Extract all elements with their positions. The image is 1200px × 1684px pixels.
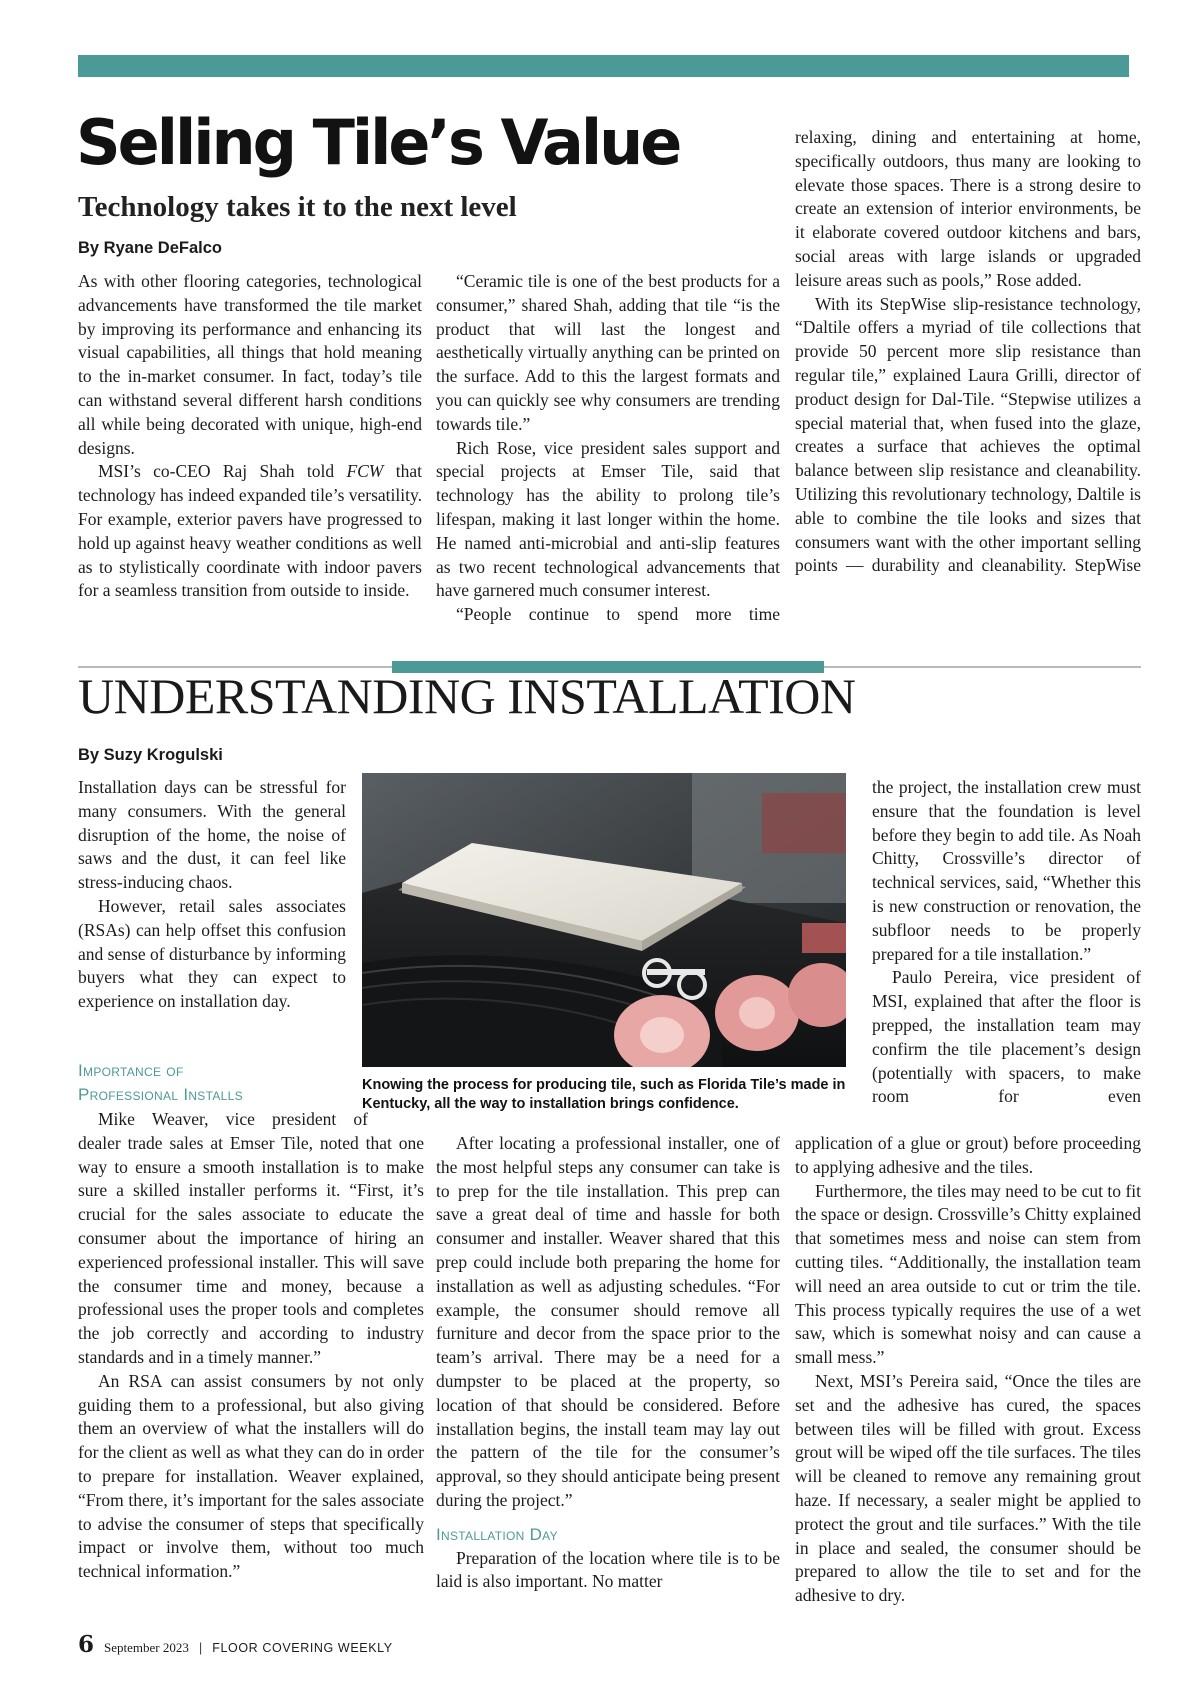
paragraph: “Ceramic tile is one of the best products for a consumer,” shared Shah, adding that tile “is the product that will last the longest and aesthetically virtually anything can be printed on the surface. Add to this the largest formats and you can quickly see why consumers are trending towards tile.”	[436, 271, 780, 434]
article2-column-1-bottom	[78, 1108, 424, 1584]
subheading-line: Professional Installs	[78, 1084, 243, 1104]
paragraph: relaxing, dining and entertaining at home, specifically outdoors, thus many are looking to elevate those spaces. There is a strong desire to create an extension of interior environments, be it elaborate covered outdoor kitchens and bars, social areas with large islands or upgraded leisure areas such as pools,” Rose added.	[795, 127, 1141, 290]
paragraph: Furthermore, the tiles may need to be cut to fit the space or design. Crossville’s Chitty explained that sometimes mess and noise can stem from cutting tiles. “Additionally, the installation team will need an area outside to cut or trim the tile. This process typically requires the use of a wet saw, which is somewhat noisy and can cause a small mess.”	[795, 1180, 1141, 1368]
article2-column-3-top	[872, 776, 1141, 1109]
paragraph: Preparation of the location where tile is to be laid is also important. No matter	[436, 1547, 780, 1592]
article-title: Selling Tile’s Value	[76, 106, 680, 179]
article1-column-3	[795, 126, 1141, 578]
subheading-line: Importance of	[78, 1061, 184, 1080]
photo-caption: Knowing the process for producing tile, such as Florida Tile’s made in Kentucky, all the way to installation brings confidence.	[362, 1077, 846, 1112]
section-byline: By Suzy Krogulski	[78, 746, 223, 764]
subheading-installation-day: Installation Day	[436, 1524, 558, 1544]
paragraph: MSI’s co-CEO Raj Shah told FCW that technology has indeed expanded tile’s versatility. For example, exterior pavers have progressed to hold up against heavy weather conditions as well as to stylistically coordinate with indoor pavers for a seamless transition from outside to inside.	[78, 461, 422, 601]
paragraph: dealer trade sales at Emser Tile, noted that one way to ensure a smooth installation is to make sure a skilled installer performs it. “First, it’s crucial for the sales associate to educate the consumer about the importance of hiring an experienced professional installer. This will save the consumer time and money, because a professional uses the proper tools and completes the job correctly and according to industry standards and in a timely manner.”	[78, 1132, 424, 1367]
article-byline: By Ryane DeFalco	[78, 239, 222, 257]
paragraph: the project, the installation crew must ensure that the foundation is level before they begin to add tile. As Noah Chitty, Crossville’s director of technical services, said, “Whether this is new construction or renovation, the subfloor needs to be properly prepared for a tile installation.”	[872, 777, 1141, 964]
article2-column-3-bottom	[795, 1132, 1141, 1608]
page-footer	[78, 1631, 393, 1657]
article1-column-1	[78, 270, 422, 603]
article2-column-2	[436, 1132, 780, 1594]
paragraph: Mike Weaver, vice president of	[98, 1109, 368, 1129]
paragraph: Next, MSI’s Pereira said, “Once the tiles are set and the adhesive has cured, the spaces between tiles will be filled with grout. Excess grout will be wiped off the tile surfaces. The tiles will be cleaned to remove any remaining grout haze. If necessary, a sealer might be applied to protect the grout and tile surfaces.” With the tile in place and sealed, the consumer should be prepared to allow the tile to set and for the adhesive to dry.	[795, 1370, 1141, 1606]
publication-name: FCW	[346, 461, 384, 482]
paragraph: application of a glue or grout) before proceeding to applying adhesive and the tiles.	[795, 1133, 1141, 1177]
paragraph: As with other flooring categories, technological advancements have transformed the tile market by improving its performance and enhancing its visual capabilities, all things that hold meaning to the in-market consumer. In fact, today’s tile can withstand several different harsh conditions all while being decorated with unique, high-end designs.	[78, 271, 422, 458]
footer-separator: |	[198, 1640, 203, 1655]
subheading-importance	[78, 1059, 346, 1107]
paragraph: An RSA can assist consumers by not only guiding them to a professional, but also giving them an overview of what the installers will do for the client as well as what they can do in order to prepare for installation. Weaver explained, “From there, it’s important for the sales associate to advise the consumer of steps that specifically impact or involve them, without too much technical information.”	[78, 1370, 424, 1582]
tile-production-photo	[362, 773, 846, 1067]
top-accent-bar	[78, 55, 1129, 77]
paragraph: With its StepWise slip-resistance technology, “Daltile offers a myriad of tile collections that provide 50 percent more slip resistance than regular tile,” explained Laura Grilli, director of product design for Dal-Tile. “Stepwise utilizes a special material that, when fused into the glaze, creates a surface that achieves the optimal balance between slip resistance and cleanability. Utilizing this revolutionary technology, Daltile is able to combine the tile looks and sizes that consumers want with the other important selling points — durability and cleanability. StepWise	[795, 293, 1141, 576]
publication-name: FLOOR COVERING WEEKLY	[212, 1641, 393, 1655]
paragraph: “People continue to spend more time	[456, 604, 780, 625]
section-title: UNDERSTANDING INSTALLATION	[78, 668, 856, 724]
paragraph: Paulo Pereira, vice president of MSI, explained that after the floor is prepped, the installation team may confirm the tile placement’s design (potentially with spacers, to make room for even	[872, 967, 1141, 1107]
paragraph: Rich Rose, vice president sales support and special projects at Emser Tile, said that technology has the ability to prolong tile’s lifespan, making it last longer within the home. He named anti-microbial and anti-slip features as two recent technological advancements that have garnered much consumer interest.	[436, 437, 780, 601]
paragraph: Installation days can be stressful for many consumers. With the general disruption of the home, the noise of saws and the dust, it can feel like stress-inducing chaos.	[78, 777, 346, 893]
article2-column-1-top	[78, 776, 346, 1014]
paragraph: After locating a professional installer, one of the most helpful steps any consumer can take is to prep for the tile installation. This prep can save a great deal of time and hassle for both consumer and installer. Weaver shared that this prep could include both preparing the home for installation as well as adjusting schedules. “For example, the consumer should remove all furniture and decor from the space prior to the team’s arrival. There may be a need for a dumpster to be placed at the property, so location of that should be considered. Before installation begins, the install team may lay out the pattern of the tile for the consumer’s approval, so they should anticipate being present during the project.”	[436, 1133, 780, 1510]
issue-date: September 2023	[104, 1640, 189, 1655]
paragraph: However, retail sales associates (RSAs) can help offset this confusion and sense of disturbance by informing buyers what they can expect to experience on installation day.	[78, 895, 346, 1012]
article-subtitle: Technology takes it to the next level	[78, 191, 517, 223]
article1-column-2	[436, 270, 780, 627]
page-number: 6	[78, 1631, 95, 1658]
tile-production-image	[362, 773, 846, 1067]
